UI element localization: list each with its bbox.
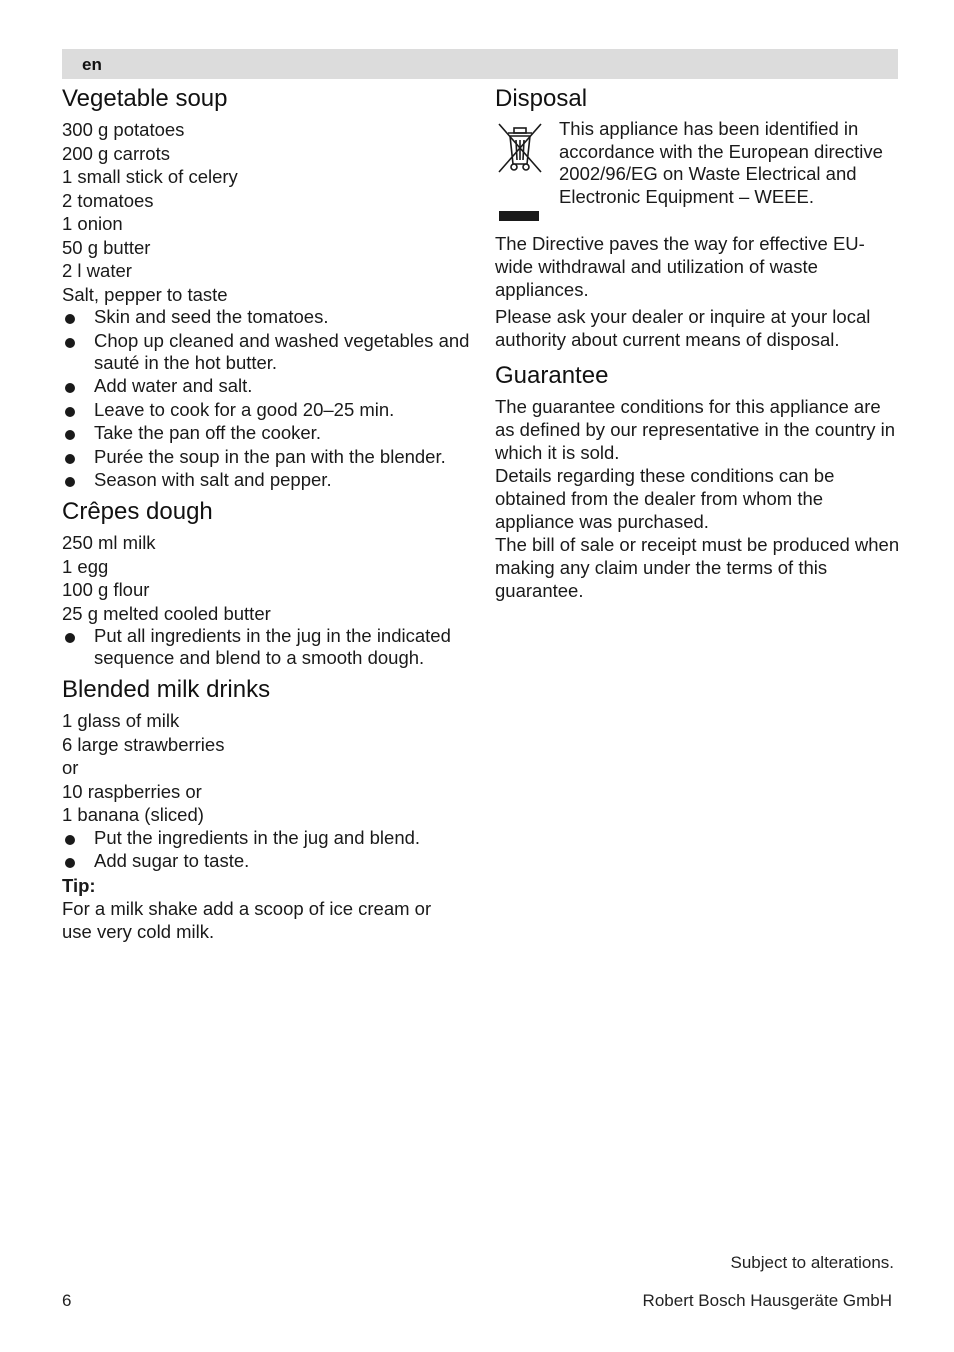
weee-notice: [495, 118, 900, 232]
milk-drinks-ingredients: [62, 709, 472, 827]
step-item: [62, 850, 472, 872]
step-item: [62, 330, 472, 374]
ingredient: 2 l water: [62, 260, 132, 281]
crepes-section: [62, 497, 472, 669]
step-item: [62, 399, 472, 421]
ingredient: or: [62, 757, 79, 778]
step-text: Put all ingredients in the jug in the indicated sequence and blend to a smooth dough.: [94, 625, 451, 668]
right-column: [495, 84, 900, 608]
step-text: Chop up cleaned and washed vegetables and sauté in the hot butter.: [94, 329, 470, 373]
ingredient: 6 large strawberries: [62, 733, 225, 755]
step-item: [62, 827, 472, 849]
step-item: [62, 446, 472, 468]
ingredient: Salt, pepper to taste: [62, 283, 228, 305]
ingredient: 1 banana (sliced): [62, 804, 204, 825]
step-text: Add sugar to taste.: [94, 850, 250, 871]
bullet-icon: [65, 383, 75, 393]
ingredient: 25 g melted cooled butter: [62, 602, 271, 624]
bullet-icon: [65, 835, 75, 845]
bullet-icon: [65, 633, 75, 643]
step-text: Add water and salt.: [94, 375, 253, 396]
disposal-paragraph: The Directive paves the way for effective EU-wide withdrawal and utilization of waste appliances.: [495, 233, 865, 300]
milk-drinks-section: [62, 675, 472, 943]
step-text: Purée the soup in the pan with the blender.: [94, 445, 446, 467]
milk-drinks-steps: [62, 827, 472, 873]
ingredient: 1 small stick of celery: [62, 166, 238, 187]
ingredient: 2 tomatoes: [62, 189, 154, 211]
tip-text: For a milk shake add a scoop of ice cream or use very cold milk.: [62, 897, 432, 942]
weee-text: This appliance has been identified in accordance with the European directive 2002/96/EG on Waste Electrical and Electronic Equipment – WEEE.: [559, 118, 883, 207]
crossed-out-bin-icon: [495, 120, 545, 190]
vegetable-soup-ingredients: [62, 118, 472, 306]
disposal-section: [495, 84, 900, 351]
disposal-paragraph: Please ask your dealer or inquire at your local authority about current means of disposal.: [495, 306, 871, 350]
step-item: [62, 375, 472, 397]
guarantee-section: [495, 361, 900, 602]
bullet-icon: [65, 407, 75, 417]
step-text: Take the pan off the cooker.: [94, 422, 321, 443]
milk-drinks-title: Blended milk drinks: [62, 676, 271, 703]
bullet-icon: [65, 858, 75, 868]
guarantee-paragraph: The guarantee conditions for this appliance are as defined by our representative in the country in which it is sold.: [495, 396, 896, 463]
step-item: [62, 306, 472, 328]
vegetable-soup-section: [62, 84, 472, 491]
vegetable-soup-steps: [62, 306, 472, 491]
left-column: [62, 84, 472, 949]
step-item: [62, 469, 472, 491]
step-text: Season with salt and pepper.: [94, 469, 332, 490]
ingredient: 1 onion: [62, 213, 123, 234]
guarantee-title: Guarantee: [495, 362, 609, 389]
tip-title: Tip:: [62, 874, 96, 896]
ingredient: 100 g flour: [62, 579, 150, 600]
disposal-title: Disposal: [495, 85, 588, 112]
vegetable-soup-title: Vegetable soup: [62, 85, 228, 112]
bullet-icon: [65, 477, 75, 487]
ingredient: 200 g carrots: [62, 142, 170, 164]
footer-note: Subject to alterations.: [730, 1253, 894, 1272]
language-code: en: [82, 55, 102, 74]
ingredient: 1 glass of milk: [62, 710, 180, 731]
bullet-icon: [65, 454, 75, 464]
bullet-icon: [65, 314, 75, 324]
crepes-steps: [62, 625, 472, 669]
guarantee-paragraph: The bill of sale or receipt must be produced when making any claim under the terms of this guarantee.: [495, 534, 900, 601]
ingredient: 50 g butter: [62, 236, 151, 258]
language-header-bar: [62, 49, 898, 79]
crepes-title: Crêpes dough: [62, 498, 213, 525]
page-number: 6: [62, 1291, 72, 1310]
ingredient: 1 egg: [62, 555, 109, 577]
ingredient: 250 ml milk: [62, 532, 156, 553]
weee-bar: [499, 211, 539, 221]
bullet-icon: [65, 338, 75, 348]
crepes-ingredients: [62, 531, 472, 625]
ingredient: 300 g potatoes: [62, 119, 185, 140]
company-name: Robert Bosch Hausgeräte GmbH: [642, 1291, 892, 1310]
step-text: Leave to cook for a good 20–25 min.: [94, 398, 395, 420]
guarantee-paragraph: Details regarding these conditions can be obtained from the dealer from whom the appliance was purchased.: [495, 465, 835, 532]
bullet-icon: [65, 430, 75, 440]
step-item: [62, 625, 472, 669]
step-item: [62, 422, 472, 444]
step-text: Skin and seed the tomatoes.: [94, 306, 329, 327]
step-text: Put the ingredients in the jug and blend.: [94, 826, 421, 848]
ingredient: 10 raspberries or: [62, 780, 202, 802]
